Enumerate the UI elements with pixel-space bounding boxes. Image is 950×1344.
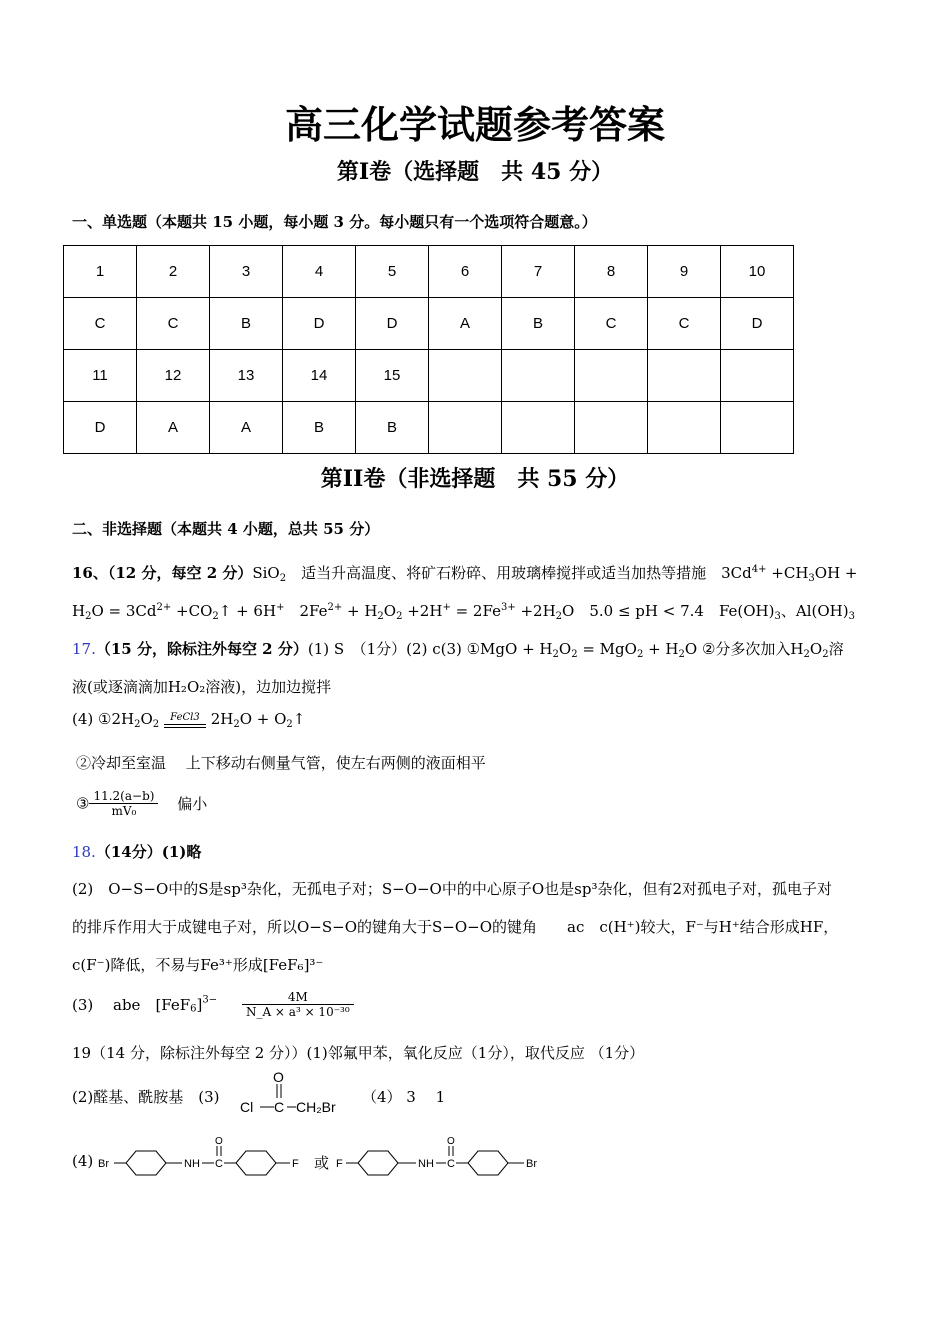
catalyst-arrow <box>164 712 206 728</box>
table-cell: 8 <box>575 246 648 298</box>
table-cell <box>502 402 575 454</box>
table-cell: 2 <box>137 246 210 298</box>
q17-head: （15 分，除标注外每空 2 分） <box>95 640 308 658</box>
text: 2Fe <box>284 602 328 620</box>
atom-label: NH <box>184 1158 200 1170</box>
fraction <box>242 990 354 1019</box>
q17-line1: 17.（15 分，除标注外每空 2 分）(1) S （1分）(2) c(3) ①MgO + $H_2O_2 = MgO_2 + H_2O$ ②分多次加入$H_2O_2$溶 <box>72 640 844 660</box>
table-cell: 12 <box>137 350 210 402</box>
q18-number: 18. <box>72 843 96 861</box>
part2-heading: 第II卷（非选择题 共 55 分） <box>320 466 630 492</box>
table-cell: 4 <box>283 246 356 298</box>
benzene-ring <box>126 1151 166 1175</box>
q17-line3: (4) $①2H_2O_2$ FeCl3 $2H_2O$ + $O_2↑$ <box>72 710 306 730</box>
table-cell: B <box>502 298 575 350</box>
table-cell: A <box>210 402 283 454</box>
text: = 2Fe <box>450 602 501 620</box>
text: O <box>558 640 572 658</box>
text: SiO <box>252 564 280 582</box>
table-cell <box>502 350 575 402</box>
atom-label: Br <box>98 1158 109 1170</box>
atom-label: CH₂Br <box>296 1099 336 1115</box>
table-cell: 15 <box>356 350 429 402</box>
q18-line2: 的排斥作用大于成键电子对，所以O−S−O的键角大于S−O−O的键角 ac c(H⁺)较大，F⁻与H⁺结合形成HF， <box>72 918 839 936</box>
atom-label: F <box>336 1158 343 1170</box>
text: O = 3Cd <box>91 602 157 620</box>
catalyst-label: FeCl3 <box>170 712 200 723</box>
part1-heading: 第I卷（选择题 共 45 分） <box>336 159 614 185</box>
q16-line2: $H_2O = 3Cd^{2+}$ $+CO_2↑ + 6H^+$ $2Fe^{2+} + H_2O_2 +2H^+ = 2Fe^{3+} +2H_2O$ 5.0 ≤ pH < 7.4 $Fe(OH)_3$、$Al(OH)_3$ <box>72 602 855 622</box>
table-cell: D <box>283 298 356 350</box>
section2-heading: 二、非选择题（本题共 4 小题，总共 55 分） <box>72 520 380 538</box>
text: (1) S （1分）(2) c(3) ①MgO + H <box>307 640 553 658</box>
table-cell <box>575 402 648 454</box>
table-cell: D <box>64 402 137 454</box>
text: ] <box>196 995 203 1014</box>
text: O + O <box>239 710 287 728</box>
q19-line2-left: (2)醛基、酰胺基 (3) <box>72 1088 220 1106</box>
q18-line1: (2) O−S−O中的S是sp³杂化，无孤电子对；S−O−O中的中心原子O也是sp³杂化，但有2对孤电子对，孤电子对 <box>72 880 833 898</box>
table-cell: 10 <box>721 246 794 298</box>
benzene-ring <box>358 1151 398 1175</box>
atom-label: O <box>215 1136 223 1147</box>
table-cell: D <box>356 298 429 350</box>
fraction-denominator: N_A × a³ × 10⁻³⁰ <box>245 1005 350 1019</box>
table-cell: A <box>429 298 502 350</box>
table-cell: C <box>137 298 210 350</box>
table-cell: 14 <box>283 350 356 402</box>
text: 偏小 <box>177 795 208 813</box>
text: +2H <box>515 602 556 620</box>
table-cell <box>429 402 502 454</box>
table-cell: 6 <box>429 246 502 298</box>
table-cell: 11 <box>64 350 137 402</box>
text: +CH <box>766 564 809 582</box>
page-title: 高三化学试题参考答案 <box>284 102 665 147</box>
table-cell: B <box>283 402 356 454</box>
q17-line2: 液(或逐滴滴加H₂O₂溶液)，边加边搅拌 <box>72 678 332 696</box>
text: O <box>383 602 397 620</box>
atom-label: Cl <box>240 1099 254 1115</box>
fraction-numerator: 11.2(a−b) <box>89 789 158 804</box>
table-cell: C <box>64 298 137 350</box>
q18-line3: c(F⁻)降低，不易与Fe³⁺形成[FeF₆]³⁻ <box>72 956 324 974</box>
table-row <box>64 402 794 454</box>
table-cell: 3 <box>210 246 283 298</box>
q19-line1: 19（14 分，除标注外每空 2 分））(1)邻氟甲苯，氧化反应（1分），取代反应 （1分） <box>72 1044 645 1062</box>
table-cell: B <box>210 298 283 350</box>
atom-label: Br <box>526 1158 537 1170</box>
amide-structure-2 <box>334 1134 554 1178</box>
chloroacetyl-bromide-structure <box>238 1070 348 1118</box>
table-cell: 5 <box>356 246 429 298</box>
answer-table <box>63 245 794 454</box>
text: ↑ <box>292 710 306 728</box>
q17-line4: ②冷却至室温 上下移动右侧量气管，使左右两侧的液面相平 <box>76 754 486 772</box>
amide-structure-1 <box>96 1134 316 1178</box>
q19-line2-right: （4） 3 1 <box>362 1088 446 1106</box>
text: O 5.0 ≤ pH < 7.4 Fe(OH) <box>562 602 775 620</box>
text: 、Al(OH) <box>780 602 849 620</box>
q17-line5 <box>76 789 207 818</box>
text: 溶 <box>828 640 844 658</box>
atom-label: C <box>215 1158 223 1170</box>
table-cell: A <box>137 402 210 454</box>
table-cell: D <box>721 298 794 350</box>
table-cell <box>648 350 721 402</box>
table-cell: C <box>575 298 648 350</box>
atom-label: O <box>447 1136 455 1147</box>
table-cell: 7 <box>502 246 575 298</box>
text: 适当升高温度、将矿石粉碎、用玻璃棒搅拌或适当加热等措施 3Cd <box>286 564 752 582</box>
table-cell <box>575 350 648 402</box>
table-cell: 9 <box>648 246 721 298</box>
text: (4) ①2H <box>72 710 135 728</box>
table-cell: 13 <box>210 350 283 402</box>
table-cell: B <box>356 402 429 454</box>
table-cell <box>648 402 721 454</box>
q16-line1: 16、（12 分，每空 2 分）SiO$_2$ 适当升高温度、将矿石粉碎、用玻璃棒搅拌或适当加热等措施 $3Cd^{4+} +CH_3OH$ + <box>72 564 858 584</box>
text: ↑ + 6H <box>218 602 277 620</box>
section1-heading: 一、单选题（本题共 15 小题，每小题 3 分。每小题只有一个选项符合题意。） <box>72 213 597 231</box>
atom-label: C <box>274 1099 285 1115</box>
q18-line4: (3) abe $[FeF_6]^{3-}$ $\frac{4M}{\text{N\_A × a³ × 10⁻³⁰}}$ <box>72 990 354 1019</box>
fraction-denominator: mV₀ <box>111 804 137 818</box>
benzene-ring <box>468 1151 508 1175</box>
text: OH + <box>814 564 858 582</box>
q18-head: （14分）(1)略 <box>95 843 202 861</box>
fraction-numerator: 4M <box>242 990 354 1005</box>
q17-number: 17. <box>72 640 96 658</box>
table-cell: C <box>648 298 721 350</box>
table-cell <box>721 350 794 402</box>
table-row <box>64 350 794 402</box>
atom-label: O <box>273 1070 284 1085</box>
text: = MgO <box>577 640 637 658</box>
text: O <box>140 710 153 728</box>
fraction <box>89 789 158 818</box>
table-cell: 1 <box>64 246 137 298</box>
q16-head: 16、（12 分，每空 2 分） <box>72 564 253 582</box>
text: (3) abe [FeF <box>72 996 191 1014</box>
benzene-ring <box>236 1151 276 1175</box>
table-row <box>64 246 794 298</box>
atom-label: C <box>447 1158 455 1170</box>
table-cell <box>429 350 502 402</box>
atom-label: NH <box>418 1158 434 1170</box>
table-cell <box>721 402 794 454</box>
text: +CO <box>171 602 213 620</box>
or-text: 或 <box>314 1154 330 1172</box>
table-row <box>64 298 794 350</box>
q18-line0 <box>72 841 201 862</box>
text: +2H <box>402 602 443 620</box>
atom-label: F <box>292 1158 299 1170</box>
text: 2H <box>210 710 234 728</box>
text: ③ <box>76 794 90 813</box>
text: + H <box>342 602 378 620</box>
q19-line3-label: (4) <box>72 1152 94 1170</box>
text: + H <box>643 640 679 658</box>
text: O ②分多次加入H <box>684 640 804 658</box>
text: O <box>809 640 823 658</box>
text: H <box>72 602 86 620</box>
